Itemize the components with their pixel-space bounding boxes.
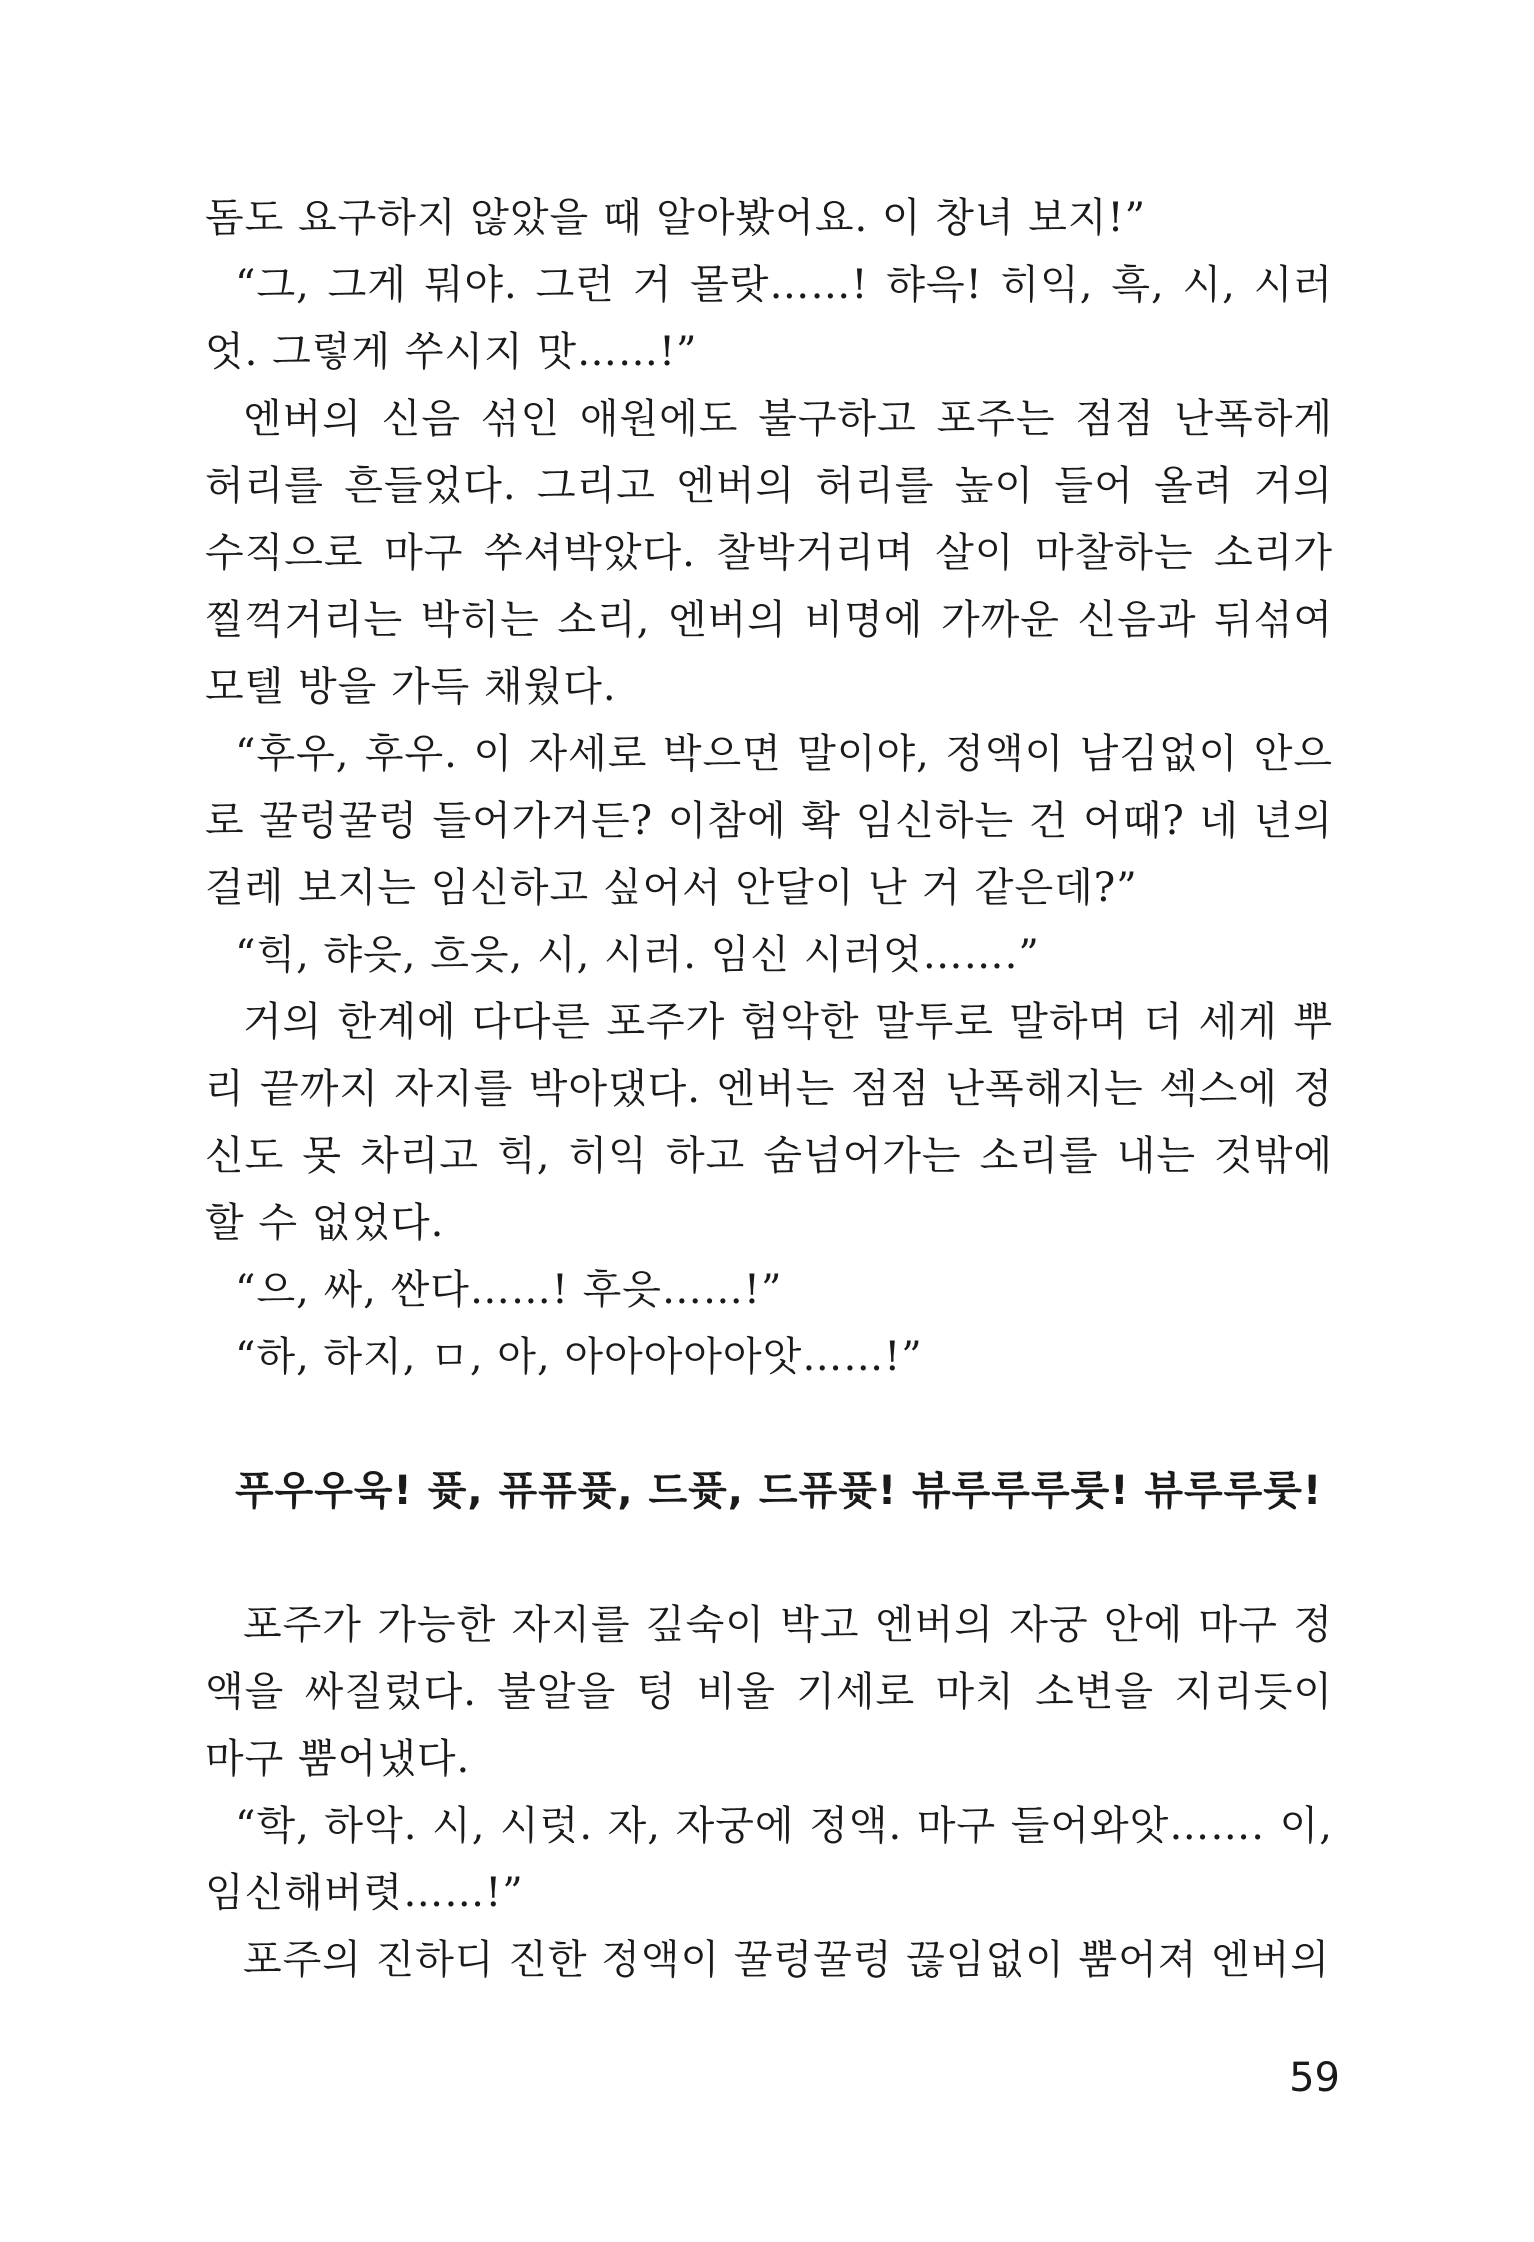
dialogue-line: “하, 하지, ㅁ, 아, 아아아아아앗……!” <box>235 1334 923 1380</box>
paragraph: 엔버의 신음 섞인 애원에도 불구하고 포주는 점점 난폭하게 허리를 흔들었다. 그리고 엔버의 허리를 높이 들어 올려 거의 수직으로 마구 쑤셔박았다. 찰박거리며 살이 마찰하는 소리가 찔꺽거리는 박히는 소리, 엔버의 비명에 가까운 신음과 뒤섞여 모텔 방을 가득 채웠다. <box>205 396 1333 710</box>
body-text <box>205 185 1333 1994</box>
paragraph: 돔도 요구하지 않았을 때 알아봤어요. 이 창녀 보지!” <box>205 195 1147 241</box>
paragraph: 거의 한계에 다다른 포주가 험악한 말투로 말하며 더 세게 뿌리 끝까지 자지를 박아댔다. 엔버는 점점 난폭해지는 섹스에 정신도 못 차리고 힉, 히익 하고 숨넘어가는 소리를 내는 것밖에 할 수 없었다. <box>205 999 1333 1246</box>
dialogue-line: “학, 하악. 시, 시럿. 자, 자궁에 정액. 마구 들어와앗……. 이, 임신해버렷……!” <box>205 1803 1333 1916</box>
sound-effect-line: 푸우우욱! 퓻, 퓨퓨퓻, 드퓻, 드퓨퓻! 뷰루루루룻! 뷰루루룻! <box>235 1468 1323 1514</box>
dialogue-line: “후우, 후우. 이 자세로 박으면 말이야, 정액이 남김없이 안으로 꿀렁꿀렁 들어가거든? 이참에 확 임신하는 건 어때? 네 년의 걸레 보지는 임신하고 싶어서 안달이 난 거 같은데?” <box>205 731 1333 911</box>
dialogue-line: “으, 싸, 싼다……! 후읏……!” <box>235 1267 783 1313</box>
dialogue-line: “힉, 햐읏, 흐읏, 시, 시러. 임신 시러엇…….” <box>235 932 1040 978</box>
paragraph: 포주가 가능한 자지를 깊숙이 박고 엔버의 자궁 안에 마구 정액을 싸질렀다. 불알을 텅 비울 기세로 마치 소변을 지리듯이 마구 뿜어냈다. <box>205 1602 1333 1782</box>
dialogue-line: “그, 그게 뭐야. 그런 거 몰랏……! 햐윽! 히익, 흑, 시, 시러엇. 그렇게 쑤시지 맛……!” <box>205 262 1333 375</box>
paragraph: 포주의 진하디 진한 정액이 꿀렁꿀렁 끊임없이 뿜어져 엔버의 <box>243 1937 1331 1983</box>
page-number: 59 <box>1289 2055 1340 2101</box>
